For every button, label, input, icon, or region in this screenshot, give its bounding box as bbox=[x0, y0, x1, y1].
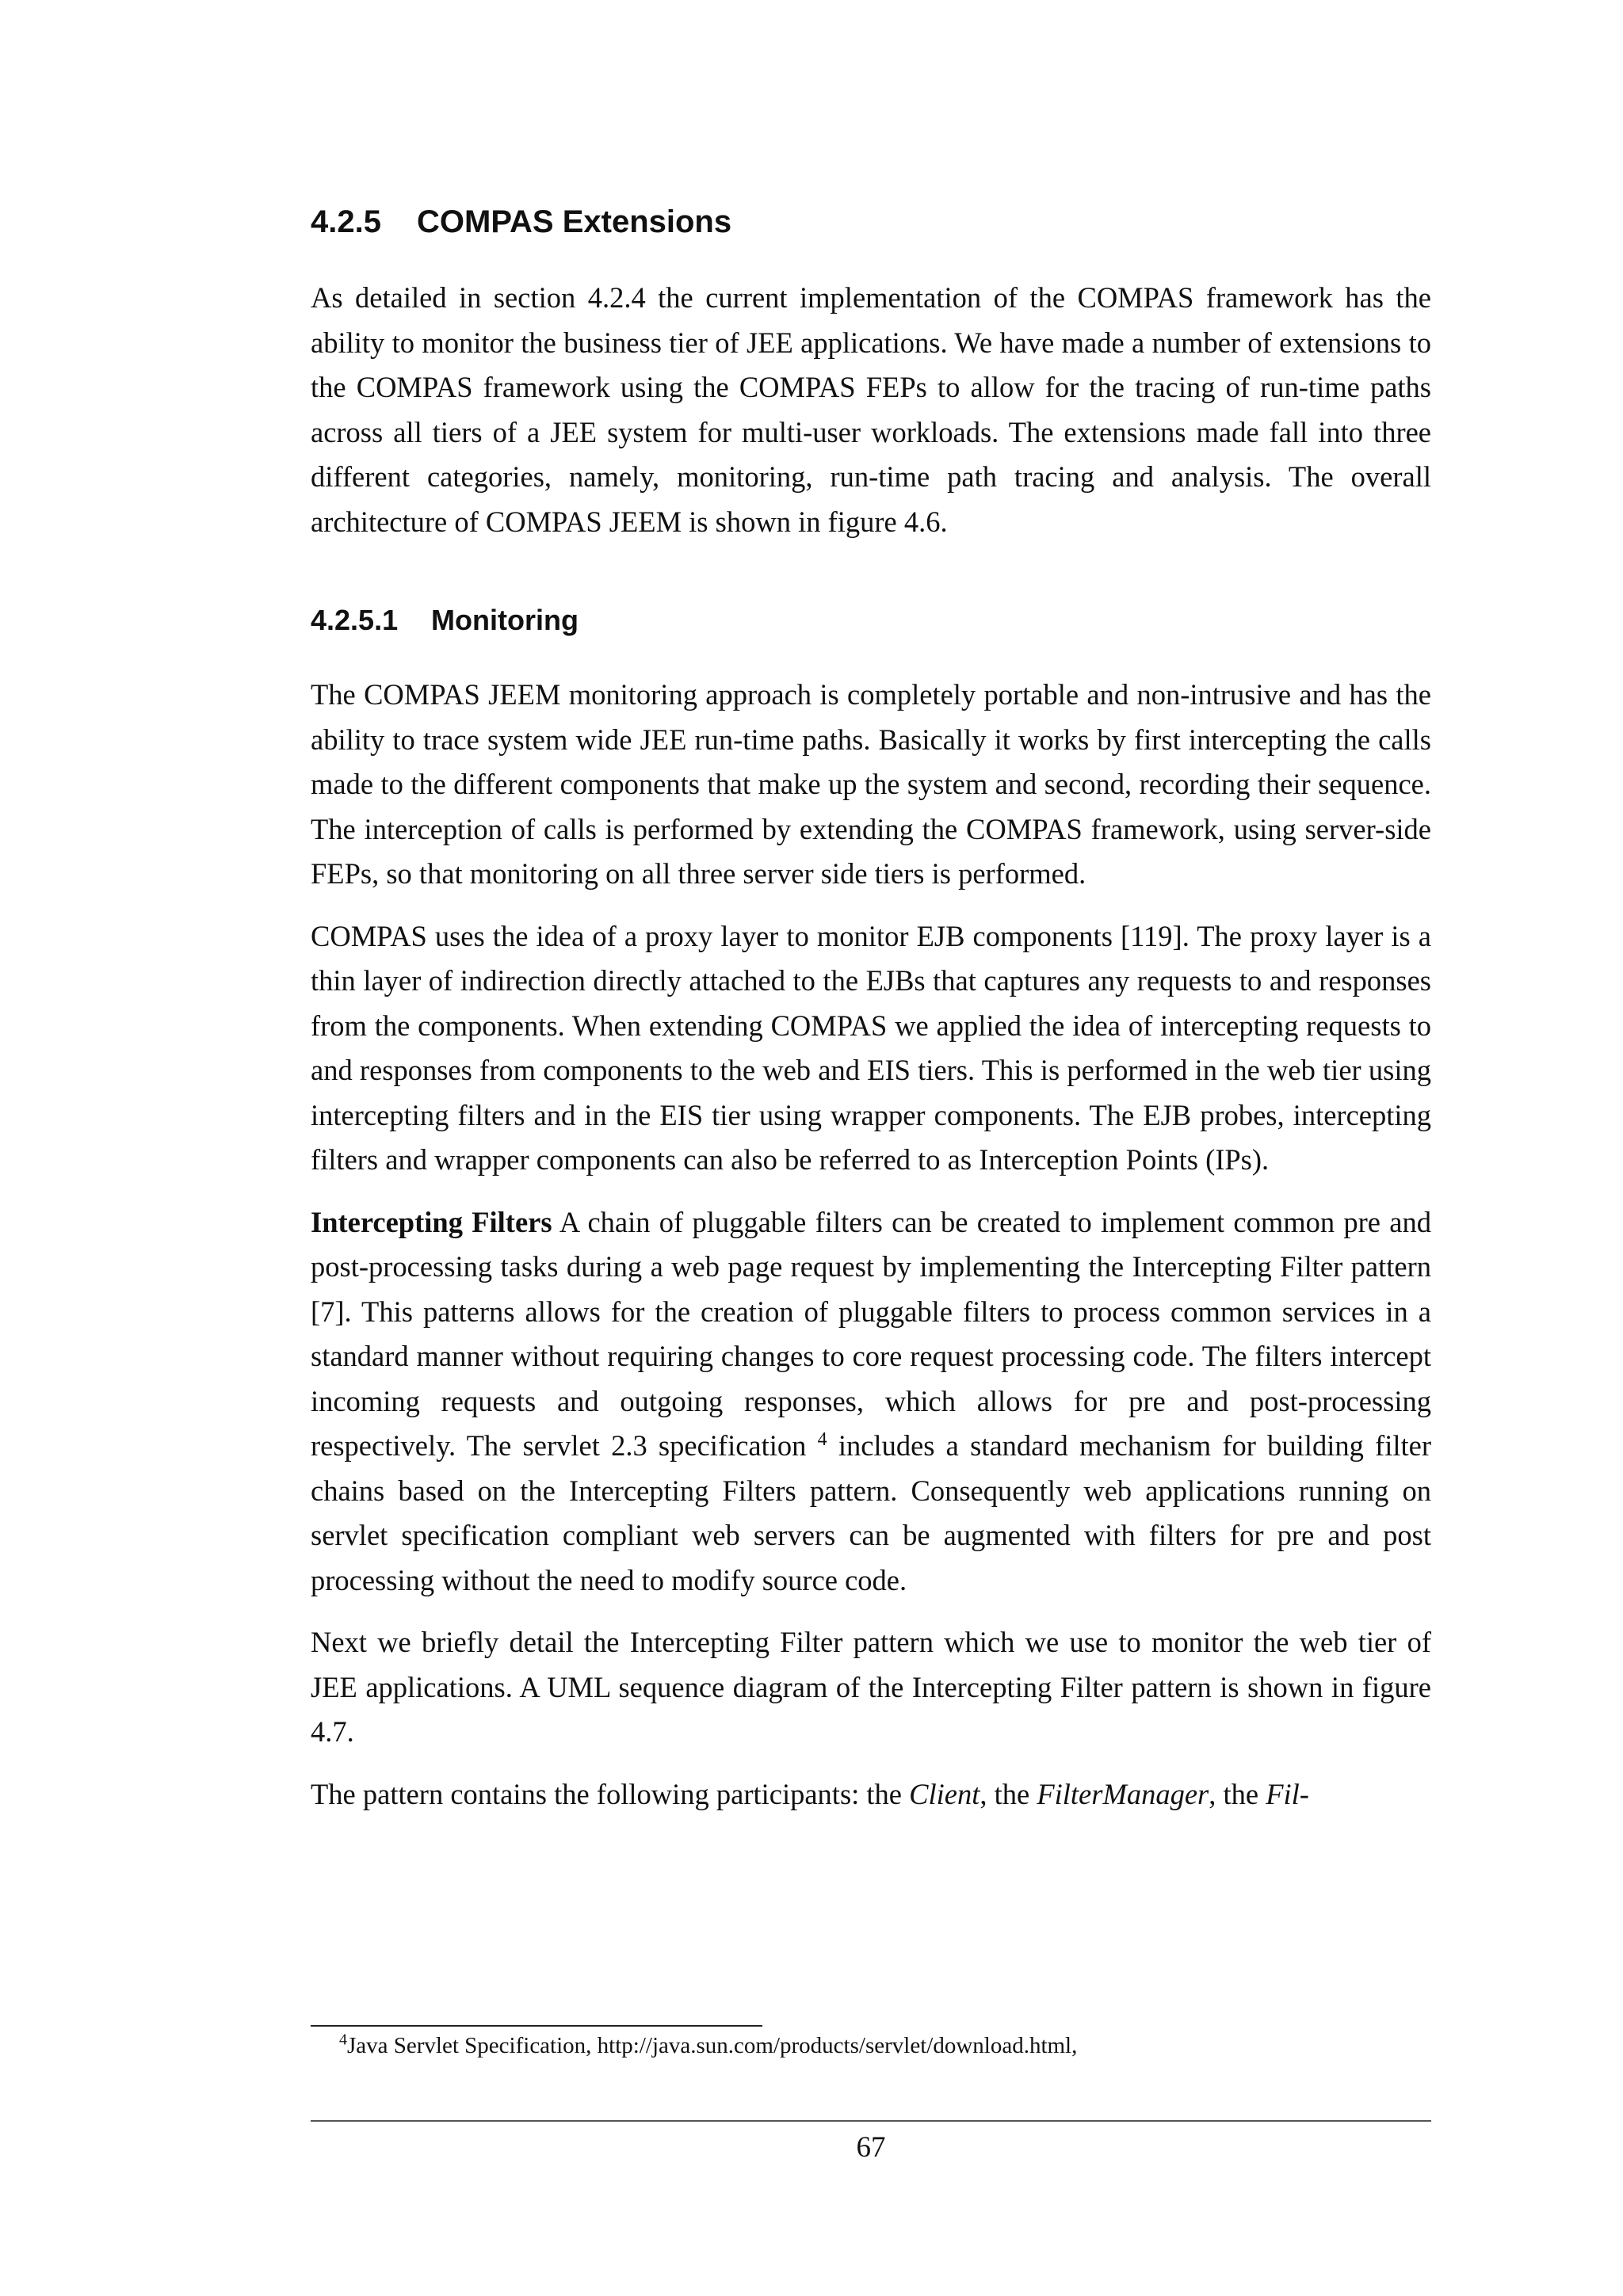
participant-filter-partial: Fil- bbox=[1266, 1777, 1309, 1810]
participants-text-c: , the bbox=[1209, 1777, 1266, 1810]
participants-text-a: The pattern contains the following participants: the bbox=[311, 1777, 910, 1810]
subsection-number: 4.2.5.1 bbox=[311, 604, 399, 636]
monitoring-paragraph-4: Next we briefly detail the Intercepting Filter pattern which we use to monitor the web tier of JEE applications. A UML sequence diagram of the Intercepting Filter pattern is shown in figure 4.7. bbox=[311, 1626, 1431, 1748]
monitoring-paragraph-2: COMPAS uses the idea of a proxy layer to monitor EJB components [119]. The proxy layer is a thin layer of indirection directly attached to the EJBs that captures any requests to and responses from the components. When extending COMPAS we applied the idea of intercepting requests to and responses from components to the web and EIS tiers. This is performed in the web tier using intercepting filters and in the EIS tier using wrapper components. The EJB probes, intercepting filters and wrapper components can also be referred to as Interception Points (IPs). bbox=[311, 919, 1431, 1176]
section-number: 4.2.5 bbox=[311, 204, 381, 239]
participant-filtermanager: FilterManager bbox=[1037, 1777, 1209, 1810]
page-body bbox=[311, 190, 1431, 1834]
subsection-heading bbox=[311, 603, 1431, 638]
intercepting-filters-text-b: includes a standard mechanism for building filter chains based on the Intercepting Filters pattern. Consequently web applications running on servlet specification compliant web servers can be augmented with filters for pre and post processing without the need to modify source code. bbox=[311, 1429, 1431, 1596]
section-title: COMPAS Extensions bbox=[417, 204, 732, 239]
footnote bbox=[339, 2030, 1433, 2061]
page-footer-rule bbox=[311, 2120, 1431, 2122]
footnote-divider bbox=[311, 2025, 762, 2027]
footnote-mark: 4 bbox=[339, 2031, 347, 2049]
intercepting-filters-text-a: A chain of pluggable filters can be created to implement common pre and post-processing tasks during a web page request by implementing the Intercepting Filter pattern [7]. This patterns allows for the creation of pluggable filters to process common services in a standard manner without requiring changes to core request processing code. The filters intercept incoming requests and outgoing responses, which allows for pre and post-processing respectively. The servlet 2.3 specification bbox=[311, 1205, 1431, 1462]
participants-paragraph bbox=[311, 1772, 1431, 1817]
participant-client: Client bbox=[909, 1777, 980, 1810]
section-heading bbox=[311, 203, 1431, 241]
section-intro-paragraph: As detailed in section 4.2.4 the current implementation of the COMPAS framework has the ability to monitor the business tier of JEE applications. We have made a number of extensions to the COMPAS framework using the COMPAS FEPs to allow for the tracing of run-time paths across all tiers of a JEE system for multi-user workloads. The extensions made fall into three different categories, namely, monitoring, run-time path tracing and analysis. The overall architecture of COMPAS JEEM is shown in figure 4.6. bbox=[311, 281, 1431, 538]
footnote-reference[interactable]: 4 bbox=[817, 1428, 827, 1450]
intercepting-filters-run-in-heading: Intercepting Filters bbox=[311, 1205, 552, 1238]
page-number: 67 bbox=[856, 2131, 886, 2164]
intercepting-filters-paragraph bbox=[311, 1200, 1431, 1604]
subsection-title: Monitoring bbox=[431, 604, 579, 636]
footnote-text: Java Servlet Specification, http://java.sun.com/products/servlet/download.html, bbox=[347, 2033, 1078, 2058]
participants-text-b: , the bbox=[980, 1777, 1037, 1810]
monitoring-paragraph-1: The COMPAS JEEM monitoring approach is completely portable and non-intrusive and has the ability to trace system wide JEE run-time paths. Basically it works by first intercepting the calls made to the different components that make up the system and second, recording their sequence. The interception of calls is performed by extending the COMPAS framework, using server-side FEPs, so that monitoring on all three server side tiers is performed. bbox=[311, 678, 1431, 890]
